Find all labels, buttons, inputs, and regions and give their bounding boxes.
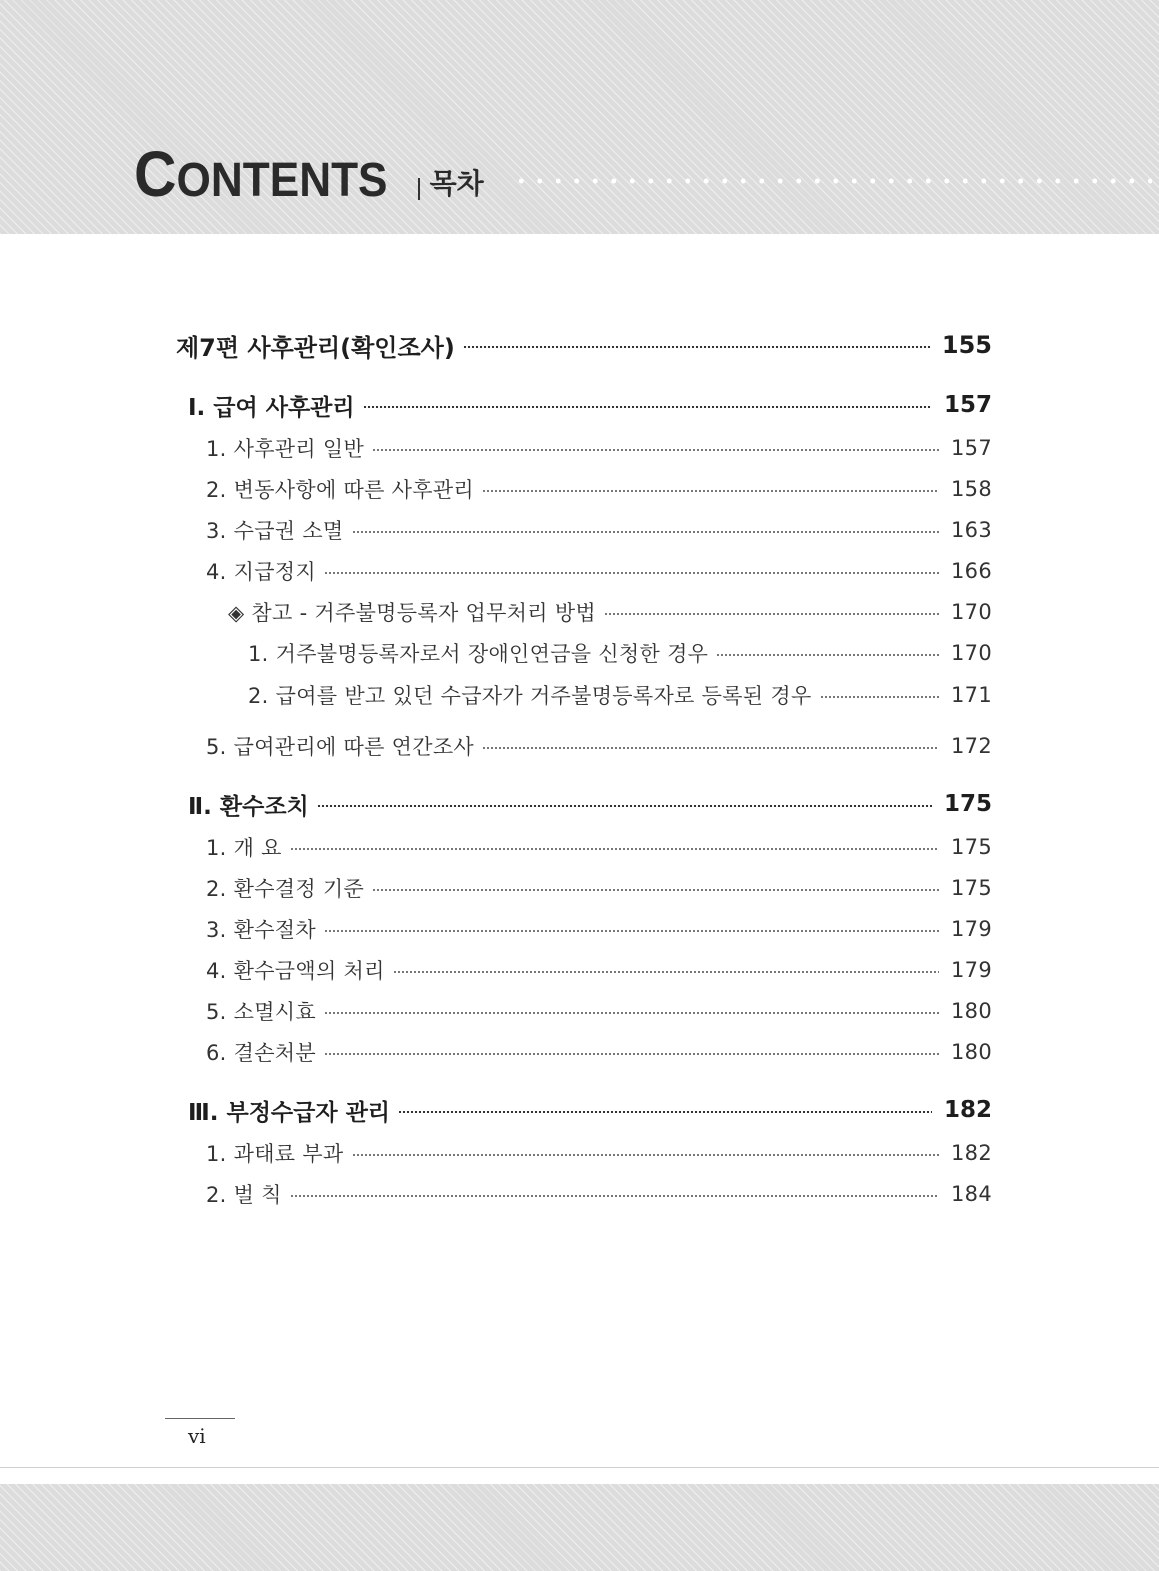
toc-item-label: 1. 사후관리 일반 [206, 437, 365, 461]
toc-item-label: 1. 개 요 [206, 836, 282, 860]
toc-item[interactable] [206, 871, 992, 905]
dot-leader [317, 805, 932, 807]
toc-part-label: 제7편 사후관리(확인조사) [176, 333, 455, 362]
toc-item-page: 170 [951, 641, 992, 665]
toc-item-label: 2. 급여를 받고 있던 수급자가 거주불명등록자로 등록된 경우 [248, 684, 812, 708]
toc-chapter-label: Ⅲ. 부정수급자 관리 [188, 1099, 391, 1126]
toc-item-label: 4. 지급정지 [206, 560, 316, 584]
toc-note-label: ◈ 참고 - 거주불명등록자 업무처리 방법 [228, 601, 596, 625]
toc-item-page: 171 [951, 683, 992, 707]
dot-leader [324, 930, 939, 932]
toc-chapter-page: 175 [943, 791, 992, 817]
toc-item-page: 170 [951, 600, 992, 624]
dot-leader [372, 889, 939, 891]
toc-item[interactable] [206, 431, 992, 465]
toc-item-label: 5. 급여관리에 따른 연간조사 [206, 735, 475, 759]
toc-item-page: 180 [951, 999, 992, 1023]
toc-item-page: 184 [951, 1182, 992, 1206]
toc-item-label: 3. 수급권 소멸 [206, 519, 344, 543]
dot-leader [604, 613, 939, 615]
dot-leader [482, 490, 939, 492]
toc-item-label: 1. 거주불명등록자로서 장애인연금을 신청한 경우 [248, 642, 709, 666]
dot-leader [482, 747, 939, 749]
toc-item[interactable] [206, 1136, 992, 1170]
toc-item-page: 182 [951, 1141, 992, 1165]
toc-item-page: 158 [951, 477, 992, 501]
dot-leader [398, 1111, 932, 1113]
title-korean: 목차 [429, 167, 484, 200]
toc-item-page: 179 [951, 958, 992, 982]
footer-band [0, 1484, 1159, 1571]
dot-leader [290, 848, 939, 850]
dot-leader [363, 406, 932, 408]
title-english [134, 138, 388, 210]
folio-rule [165, 1418, 235, 1419]
title-initial: C [134, 138, 177, 210]
toc-chapter[interactable] [188, 388, 992, 422]
toc-item-label: 2. 변동사항에 따른 사후관리 [206, 478, 475, 502]
toc-item-page: 172 [951, 734, 992, 758]
toc-chapter[interactable] [188, 787, 992, 821]
toc-chapter-page: 182 [943, 1097, 992, 1123]
toc-note[interactable] [228, 595, 992, 629]
dot-leader [372, 449, 939, 451]
toc-subitem[interactable] [248, 678, 992, 712]
toc-item[interactable] [206, 729, 992, 763]
toc-item-page: 175 [951, 876, 992, 900]
dot-leader [324, 1012, 939, 1014]
title-rest: ONTENTS [176, 154, 388, 207]
toc-item-label: 5. 소멸시효 [206, 1000, 316, 1024]
bottom-divider [0, 1467, 1159, 1468]
toc-item-page: 166 [951, 559, 992, 583]
toc-item[interactable] [206, 994, 992, 1028]
toc-item[interactable] [206, 513, 992, 547]
toc-part-page: 155 [941, 331, 992, 359]
toc-item-page: 163 [951, 518, 992, 542]
dot-leader [290, 1195, 939, 1197]
dot-leader [352, 531, 939, 533]
dot-leader [463, 346, 930, 348]
toc-item-label: 2. 환수결정 기준 [206, 877, 365, 901]
title-divider [418, 178, 420, 200]
toc-item[interactable] [206, 912, 992, 946]
toc-chapter-page: 157 [943, 392, 992, 418]
toc-item-page: 157 [951, 436, 992, 460]
toc-item[interactable] [206, 953, 992, 987]
dot-leader [324, 572, 939, 574]
toc-item[interactable] [206, 1035, 992, 1069]
dot-leader [352, 1154, 939, 1156]
toc-item-label: 6. 결손처분 [206, 1041, 316, 1065]
toc-item-label: 1. 과태료 부과 [206, 1142, 344, 1166]
toc-chapter-label: Ⅱ. 환수조치 [188, 793, 309, 820]
toc-item[interactable] [206, 472, 992, 506]
toc-item-page: 180 [951, 1040, 992, 1064]
toc-item[interactable] [206, 1177, 992, 1211]
page-number: vi [188, 1424, 206, 1448]
toc-item-page: 179 [951, 917, 992, 941]
toc-item-label: 3. 환수절차 [206, 918, 316, 942]
toc-chapter-label: Ⅰ. 급여 사후관리 [188, 394, 355, 421]
toc-item-label: 4. 환수금액의 처리 [206, 959, 385, 983]
toc-item[interactable] [206, 554, 992, 588]
toc-item-label: 2. 벌 칙 [206, 1183, 282, 1207]
dot-leader [393, 971, 939, 973]
title-dotted-rule [512, 177, 1152, 185]
toc-part[interactable] [176, 328, 992, 362]
toc-subitem[interactable] [248, 636, 992, 670]
contents-title [134, 132, 484, 212]
dot-leader [324, 1053, 939, 1055]
dot-leader [716, 654, 939, 656]
toc-item-page: 175 [951, 835, 992, 859]
toc-chapter[interactable] [188, 1093, 992, 1127]
dot-leader [820, 696, 939, 698]
toc-item[interactable] [206, 830, 992, 864]
